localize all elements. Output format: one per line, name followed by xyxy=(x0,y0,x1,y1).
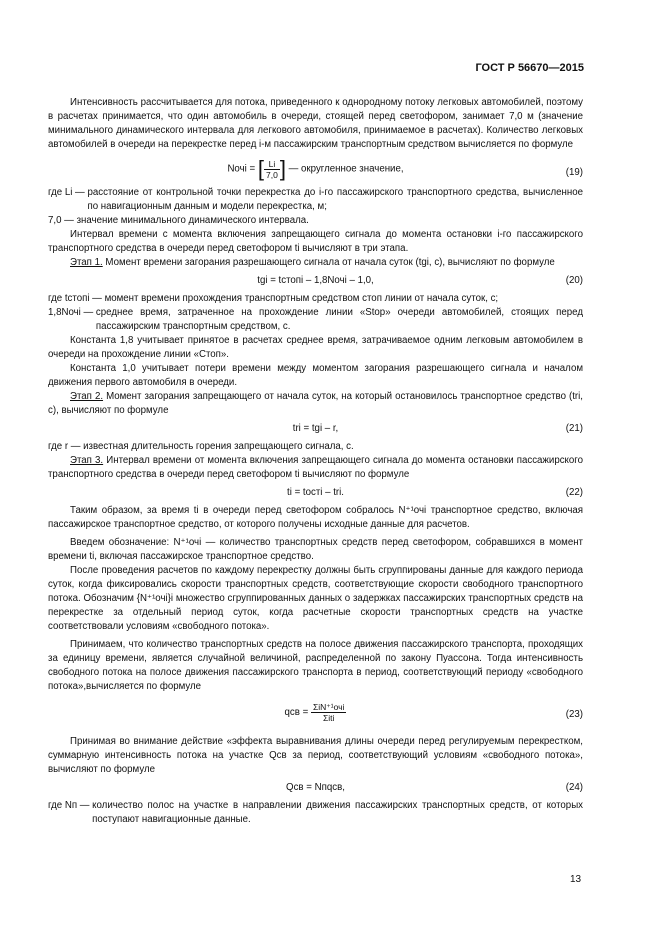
fraction: $\frac{\text{ΣiN⁺¹очi}}{\text{Σiti}}$ xyxy=(312,702,345,723)
equation-number: (24) xyxy=(565,782,583,793)
equation-22: ti = tостi – tri. (22) xyxy=(287,487,583,498)
paragraph: Введем обозначение: N⁺¹очi — количество транспортных средств перед светофором, собравшихся в момент времени ti, включая пассажирское транспортное средство. xyxy=(48,537,583,562)
paragraph: После проведения расчетов по каждому перекрестку должны быть сгруппированы данные для каждого периода суток, когда фиксировались скорости транспортных средств, соответствующие скорости свободного транспортного потока. Обозначим {N⁺¹очi}i множество сгруппированных данных о задержках пассажирских транспортных средств на перекрестке за отдельный период суток, когда расчетные скорости транспортных средств на участке соответствовали условиям «свободного потока». xyxy=(48,565,583,632)
equation-20: tgi = tстопi – 1,8Nочi – 1,0, (20) xyxy=(257,275,583,286)
paragraph: Константа 1,0 учитывает потери времени между моментом загорания разрешающего сигнала и началом движения первого автомобиля в очереди. xyxy=(48,363,583,388)
paragraph: Константа 1,8 учитывает принятое в расчетах среднее время, затрачиваемое одним легковым автомобилем в очереди на прохождение линии «Стоп». xyxy=(48,335,583,360)
paragraph: Этап 1. Момент времени загорания разрешающего сигнала от начала суток (tgi, с), вычисляют по формуле xyxy=(70,257,555,268)
equation-number: (21) xyxy=(565,423,583,434)
paragraph: Интенсивность рассчитывается для потока, приведенного к однородному потоку легковых автомобилей, поэтому в расчетах принимается, что один автомобиль в очереди, стоящей перед светофором, занимает 7,0 м (значение минимального динамического интервала для легкового автомобиля, принимаемое в расчетах). Количество легковых автомобилей в очереди на перекрестке перед i-м пассажирским транспортным средством вычисляется по формуле xyxy=(48,97,583,150)
definition: 7,0 — значение минимального динамического интервала. xyxy=(48,215,309,226)
equation-24: Qсв = Nпqсв, (24) xyxy=(286,782,583,793)
equation-23: qсв = $\frac{\text{ΣiN⁺¹очi}}{\text{Σiti}}$ (23) xyxy=(284,702,583,723)
paragraph: Таким образом, за время ti в очереди перед светофором собралось N⁺¹очi транспортное средство, включая пассажирское транспортное средство, от которого получены исходные данные для расчетов. xyxy=(48,505,583,530)
definition: где Nп — количество полос на участке в направлении движения пассажирских транспортных средств, от которых поступают навигационные данные. xyxy=(48,800,583,825)
paragraph: Этап 3. Интервал времени от момента включения запрещающего сигнала до момента остановки пассажирского транспортного средства в очереди перед светофором ti вычисляют по формуле xyxy=(48,455,583,480)
paragraph: Принимаем, что количество транспортных средств на полосе движения пассажирского транспорта, проходящих за единицу времени, является случайной величиной, распределенной по закону Пуассона. Тогда интенсивность свободного потока на полосе движения пассажирского транспорта в период, соответствующий периоду «свободного потока»,вычисляется по формуле xyxy=(48,639,583,692)
definition: где tстопi — момент времени прохождения транспортным средством стоп линии от начала суток, с; xyxy=(48,293,499,304)
equation-number: (19) xyxy=(565,167,583,178)
page-body xyxy=(48,96,583,827)
definition: где r — известная длительность горения запрещающего сигнала, с. xyxy=(48,441,354,452)
equation-number: (23) xyxy=(565,709,583,720)
equation-number: (20) xyxy=(565,275,583,286)
paragraph: Этап 2. Момент загорания запрещающего от начала суток, на который остановилось транспортное средство (tri, с), вычисляют по формуле xyxy=(48,391,583,416)
fraction: $\frac{Li}{7,0}$ xyxy=(266,158,278,180)
definition: где Li — расстояние от контрольной точки перекрестка до i-го пассажирского транспортного средства, вычисленное по навигационным данным и модели перекрестка, м; xyxy=(48,187,583,212)
paragraph: Интервал времени с момента включения запрещающего сигнала до момента остановки i-го пассажирского транспортного средства в очереди перед светофором ti вычисляют в три этапа. xyxy=(48,229,583,254)
definition: 1,8Nочi — среднее время, затраченное на прохождение линии «Stop» очереди автомобилей, стоящих перед пассажирским транспортным средством, с. xyxy=(48,307,583,332)
equation-21: tri = tgi – r, (21) xyxy=(292,423,583,434)
equation-19: Nочi = [ $\frac{Li}{7,0}$ ] — округленное значение, (19) xyxy=(227,156,583,181)
document-code: ГОСТ Р 56670—2015 xyxy=(475,62,584,74)
page-number: 13 xyxy=(570,874,582,885)
equation-number: (22) xyxy=(565,487,583,498)
paragraph: Принимая во внимание действие «эффекта выравнивания длины очереди перед регулируемым перекрестком, суммарную интенсивность потока на участке Qсв за период, соответствующий условиям «свободного потока», вычисляют по формуле xyxy=(48,736,583,775)
